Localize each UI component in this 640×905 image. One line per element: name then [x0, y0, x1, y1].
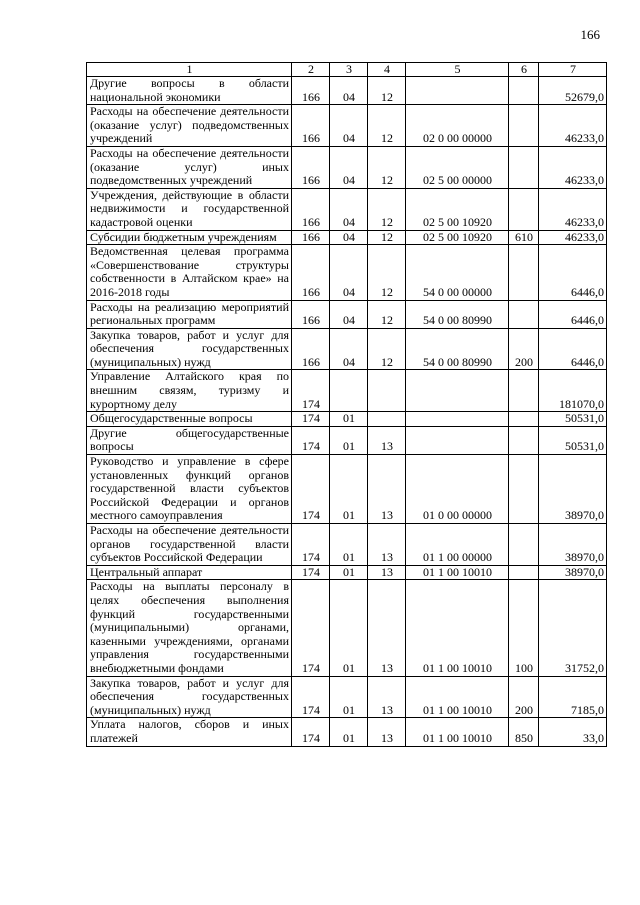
subsection-cell: 13: [368, 426, 406, 454]
target-article-cell: 54 0 00 00000: [406, 245, 509, 300]
code-cell: 166: [292, 230, 330, 245]
target-article-cell: 02 5 00 10920: [406, 188, 509, 230]
code-cell: 166: [292, 77, 330, 105]
column-header: 2: [292, 63, 330, 77]
table-row: [87, 146, 607, 188]
row-name-cell: Расходы на обеспечение деятельности (оказание услуг) иных подведомственных учреждений: [87, 146, 292, 188]
amount-cell: 52679,0: [539, 77, 607, 105]
code-cell: 166: [292, 105, 330, 147]
code-cell: 174: [292, 580, 330, 676]
table-row: [87, 455, 607, 524]
expense-type-cell: [509, 426, 539, 454]
subsection-cell: 13: [368, 455, 406, 524]
amount-cell: 46233,0: [539, 105, 607, 147]
section-cell: 04: [330, 77, 368, 105]
target-article-cell: 02 5 00 00000: [406, 146, 509, 188]
row-name-cell: Закупка товаров, работ и услуг для обеспечения государственных (муниципальных) нужд: [87, 676, 292, 718]
section-cell: 04: [330, 188, 368, 230]
amount-cell: 31752,0: [539, 580, 607, 676]
section-cell: 01: [330, 524, 368, 566]
subsection-cell: 12: [368, 328, 406, 370]
section-cell: 01: [330, 412, 368, 427]
row-name-cell: Субсидии бюджетным учреждениям: [87, 230, 292, 245]
amount-cell: 46233,0: [539, 188, 607, 230]
expense-type-cell: [509, 370, 539, 412]
section-cell: 01: [330, 580, 368, 676]
subsection-cell: 13: [368, 524, 406, 566]
column-header: 5: [406, 63, 509, 77]
table-row: [87, 77, 607, 105]
amount-cell: 46233,0: [539, 146, 607, 188]
budget-table: [86, 62, 607, 747]
table-row: [87, 300, 607, 328]
target-article-cell: 01 1 00 10010: [406, 676, 509, 718]
subsection-cell: 12: [368, 245, 406, 300]
section-cell: 04: [330, 146, 368, 188]
row-name-cell: Расходы на обеспечение деятельности (оказание услуг) подведомственных учреждений: [87, 105, 292, 147]
table-row: [87, 230, 607, 245]
table-row: [87, 412, 607, 427]
code-cell: 174: [292, 718, 330, 746]
section-cell: 01: [330, 676, 368, 718]
target-article-cell: 54 0 00 80990: [406, 300, 509, 328]
expense-type-cell: [509, 77, 539, 105]
code-cell: 166: [292, 328, 330, 370]
header-row: [87, 63, 607, 77]
target-article-cell: 01 1 00 10010: [406, 565, 509, 580]
target-article-cell: 01 1 00 10010: [406, 580, 509, 676]
section-cell: [330, 370, 368, 412]
amount-cell: 6446,0: [539, 300, 607, 328]
row-name-cell: Другие вопросы в области национальной экономики: [87, 77, 292, 105]
subsection-cell: 12: [368, 188, 406, 230]
column-header: 6: [509, 63, 539, 77]
subsection-cell: 13: [368, 676, 406, 718]
expense-type-cell: [509, 455, 539, 524]
amount-cell: 38970,0: [539, 455, 607, 524]
row-name-cell: Управление Алтайского края по внешним связям, туризму и курортному делу: [87, 370, 292, 412]
target-article-cell: 01 1 00 00000: [406, 524, 509, 566]
table-row: [87, 524, 607, 566]
amount-cell: 6446,0: [539, 245, 607, 300]
subsection-cell: [368, 412, 406, 427]
target-article-cell: 01 0 00 00000: [406, 455, 509, 524]
expense-type-cell: [509, 105, 539, 147]
row-name-cell: Расходы на обеспечение деятельности органов государственной власти субъектов Российской Федерации: [87, 524, 292, 566]
amount-cell: 46233,0: [539, 230, 607, 245]
code-cell: 166: [292, 300, 330, 328]
expense-type-cell: 200: [509, 676, 539, 718]
row-name-cell: Центральный аппарат: [87, 565, 292, 580]
table-row: [87, 105, 607, 147]
amount-cell: 50531,0: [539, 426, 607, 454]
amount-cell: 50531,0: [539, 412, 607, 427]
expense-type-cell: 850: [509, 718, 539, 746]
row-name-cell: Ведомственная целевая программа «Совершенствование структуры собственности в Алтайском крае» на 2016-2018 годы: [87, 245, 292, 300]
row-name-cell: Общегосударственные вопросы: [87, 412, 292, 427]
code-cell: 174: [292, 426, 330, 454]
table-row: [87, 580, 607, 676]
table-row: [87, 245, 607, 300]
expense-type-cell: [509, 565, 539, 580]
code-cell: 174: [292, 412, 330, 427]
expense-type-cell: [509, 412, 539, 427]
target-article-cell: 01 1 00 10010: [406, 718, 509, 746]
table-row: [87, 370, 607, 412]
column-header: 4: [368, 63, 406, 77]
section-cell: 04: [330, 245, 368, 300]
target-article-cell: [406, 426, 509, 454]
code-cell: 166: [292, 146, 330, 188]
amount-cell: 33,0: [539, 718, 607, 746]
section-cell: 01: [330, 426, 368, 454]
amount-cell: 38970,0: [539, 565, 607, 580]
target-article-cell: 02 0 00 00000: [406, 105, 509, 147]
code-cell: 174: [292, 524, 330, 566]
table-row: [87, 328, 607, 370]
subsection-cell: 12: [368, 146, 406, 188]
section-cell: 04: [330, 230, 368, 245]
subsection-cell: 12: [368, 105, 406, 147]
row-name-cell: Учреждения, действующие в области недвижимости и государственной кадастровой оценки: [87, 188, 292, 230]
subsection-cell: 13: [368, 565, 406, 580]
expense-type-cell: [509, 188, 539, 230]
page-number: 166: [580, 27, 600, 42]
expense-type-cell: [509, 245, 539, 300]
expense-type-cell: [509, 300, 539, 328]
subsection-cell: 13: [368, 580, 406, 676]
subsection-cell: [368, 370, 406, 412]
target-article-cell: 02 5 00 10920: [406, 230, 509, 245]
table-row: [87, 188, 607, 230]
column-header: 1: [87, 63, 292, 77]
section-cell: 04: [330, 105, 368, 147]
row-name-cell: Расходы на выплаты персоналу в целях обеспечения выполнения функций государственными (муниципальными) органами, казенными учреждениями, органами управления государственными внебюджетными фондами: [87, 580, 292, 676]
table-row: [87, 426, 607, 454]
column-header: 7: [539, 63, 607, 77]
amount-cell: 7185,0: [539, 676, 607, 718]
table-row: [87, 565, 607, 580]
section-cell: 01: [330, 455, 368, 524]
expense-type-cell: 610: [509, 230, 539, 245]
subsection-cell: 12: [368, 77, 406, 105]
column-header: 3: [330, 63, 368, 77]
code-cell: 166: [292, 245, 330, 300]
expense-type-cell: [509, 146, 539, 188]
subsection-cell: 13: [368, 718, 406, 746]
section-cell: 04: [330, 300, 368, 328]
section-cell: 01: [330, 565, 368, 580]
code-cell: 166: [292, 188, 330, 230]
code-cell: 174: [292, 565, 330, 580]
code-cell: 174: [292, 370, 330, 412]
row-name-cell: Закупка товаров, работ и услуг для обеспечения государственных (муниципальных) нужд: [87, 328, 292, 370]
row-name-cell: Расходы на реализацию мероприятий региональных программ: [87, 300, 292, 328]
expense-type-cell: 100: [509, 580, 539, 676]
code-cell: 174: [292, 455, 330, 524]
table-row: [87, 676, 607, 718]
subsection-cell: 12: [368, 230, 406, 245]
row-name-cell: Уплата налогов, сборов и иных платежей: [87, 718, 292, 746]
table-row: [87, 718, 607, 746]
amount-cell: 181070,0: [539, 370, 607, 412]
subsection-cell: 12: [368, 300, 406, 328]
amount-cell: 38970,0: [539, 524, 607, 566]
expense-type-cell: 200: [509, 328, 539, 370]
row-name-cell: Руководство и управление в сфере установленных функций органов государственной власти субъектов Российской Федерации и органов местного самоуправления: [87, 455, 292, 524]
target-article-cell: [406, 412, 509, 427]
row-name-cell: Другие общегосударственные вопросы: [87, 426, 292, 454]
target-article-cell: [406, 77, 509, 105]
expense-type-cell: [509, 524, 539, 566]
section-cell: 01: [330, 718, 368, 746]
target-article-cell: 54 0 00 80990: [406, 328, 509, 370]
amount-cell: 6446,0: [539, 328, 607, 370]
code-cell: 174: [292, 676, 330, 718]
target-article-cell: [406, 370, 509, 412]
section-cell: 04: [330, 328, 368, 370]
